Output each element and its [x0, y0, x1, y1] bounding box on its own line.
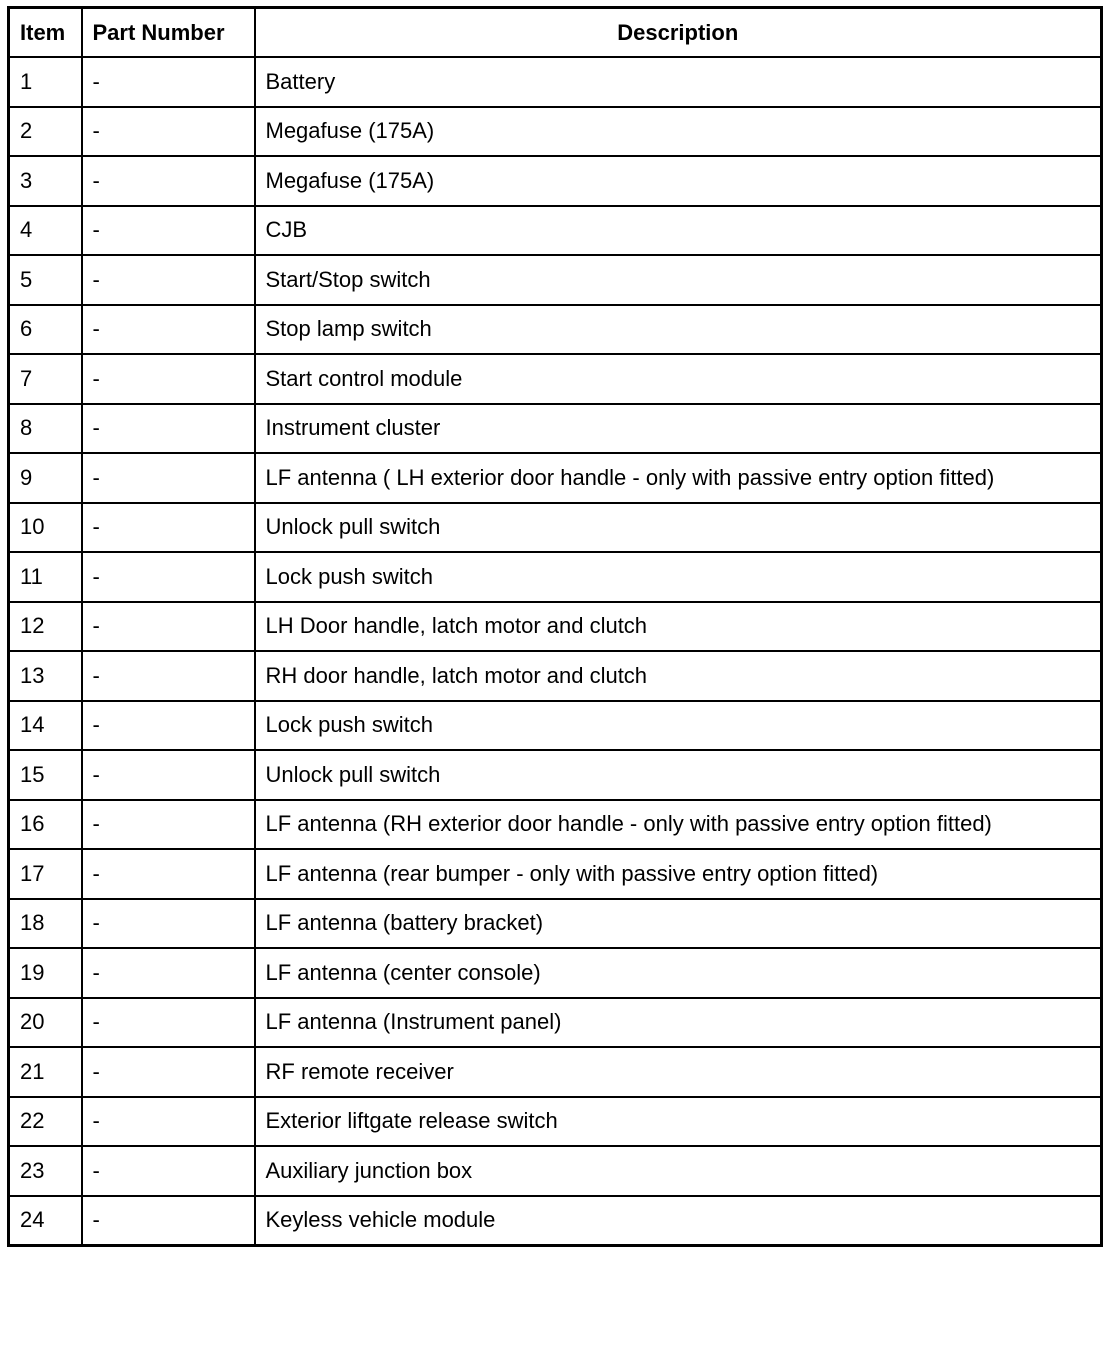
- cell-part-number: -: [82, 849, 255, 899]
- cell-description: LF antenna (RH exterior door handle - only with passive entry option fitted): [255, 800, 1102, 850]
- header-part-number: Part Number: [82, 8, 255, 58]
- cell-item: 3: [9, 156, 82, 206]
- cell-item: 23: [9, 1146, 82, 1196]
- cell-description: Start/Stop switch: [255, 255, 1102, 305]
- table-header: [9, 8, 1102, 58]
- cell-part-number: -: [82, 1196, 255, 1246]
- cell-item: 15: [9, 750, 82, 800]
- cell-part-number: -: [82, 1047, 255, 1097]
- cell-description: LF antenna (center console): [255, 948, 1102, 998]
- cell-description: Stop lamp switch: [255, 305, 1102, 355]
- table-row: [9, 602, 1102, 652]
- parts-table: [7, 6, 1103, 1247]
- cell-item: 20: [9, 998, 82, 1048]
- table-row: [9, 453, 1102, 503]
- table-row: [9, 404, 1102, 454]
- cell-part-number: -: [82, 206, 255, 256]
- cell-part-number: -: [82, 404, 255, 454]
- cell-description: Auxiliary junction box: [255, 1146, 1102, 1196]
- table-row: [9, 552, 1102, 602]
- table-row: [9, 800, 1102, 850]
- table-row: [9, 1097, 1102, 1147]
- cell-description: Unlock pull switch: [255, 750, 1102, 800]
- table-row: [9, 206, 1102, 256]
- cell-part-number: -: [82, 1097, 255, 1147]
- cell-item: 4: [9, 206, 82, 256]
- cell-description: Lock push switch: [255, 552, 1102, 602]
- cell-part-number: -: [82, 1146, 255, 1196]
- cell-description: CJB: [255, 206, 1102, 256]
- table-row: [9, 701, 1102, 751]
- cell-description: Megafuse (175A): [255, 107, 1102, 157]
- cell-item: 18: [9, 899, 82, 949]
- cell-item: 21: [9, 1047, 82, 1097]
- cell-part-number: -: [82, 305, 255, 355]
- cell-item: 13: [9, 651, 82, 701]
- cell-part-number: -: [82, 503, 255, 553]
- table-row: [9, 651, 1102, 701]
- table-body: [9, 57, 1102, 1245]
- table-row: [9, 503, 1102, 553]
- cell-item: 8: [9, 404, 82, 454]
- cell-part-number: -: [82, 255, 255, 305]
- table-row: [9, 255, 1102, 305]
- cell-description: LF antenna (rear bumper - only with passive entry option fitted): [255, 849, 1102, 899]
- cell-description: Unlock pull switch: [255, 503, 1102, 553]
- cell-item: 7: [9, 354, 82, 404]
- cell-description: RH door handle, latch motor and clutch: [255, 651, 1102, 701]
- cell-item: 24: [9, 1196, 82, 1246]
- cell-part-number: -: [82, 948, 255, 998]
- cell-description: Battery: [255, 57, 1102, 107]
- cell-description: LF antenna ( LH exterior door handle - only with passive entry option fitted): [255, 453, 1102, 503]
- cell-part-number: -: [82, 453, 255, 503]
- cell-part-number: -: [82, 701, 255, 751]
- cell-part-number: -: [82, 552, 255, 602]
- cell-description: LF antenna (Instrument panel): [255, 998, 1102, 1048]
- cell-part-number: -: [82, 899, 255, 949]
- table-row: [9, 1196, 1102, 1246]
- cell-description: Start control module: [255, 354, 1102, 404]
- cell-part-number: -: [82, 602, 255, 652]
- table-row: [9, 1146, 1102, 1196]
- cell-description: Megafuse (175A): [255, 156, 1102, 206]
- cell-item: 1: [9, 57, 82, 107]
- cell-item: 22: [9, 1097, 82, 1147]
- cell-part-number: -: [82, 156, 255, 206]
- cell-part-number: -: [82, 750, 255, 800]
- cell-item: 5: [9, 255, 82, 305]
- cell-description: LF antenna (battery bracket): [255, 899, 1102, 949]
- cell-item: 14: [9, 701, 82, 751]
- table-row: [9, 899, 1102, 949]
- cell-description: Instrument cluster: [255, 404, 1102, 454]
- header-item: Item: [9, 8, 82, 58]
- cell-item: 6: [9, 305, 82, 355]
- cell-part-number: -: [82, 57, 255, 107]
- table-row: [9, 849, 1102, 899]
- table-row: [9, 107, 1102, 157]
- table-row: [9, 156, 1102, 206]
- cell-description: RF remote receiver: [255, 1047, 1102, 1097]
- table-row: [9, 750, 1102, 800]
- cell-item: 2: [9, 107, 82, 157]
- cell-description: Exterior liftgate release switch: [255, 1097, 1102, 1147]
- cell-part-number: -: [82, 651, 255, 701]
- cell-part-number: -: [82, 800, 255, 850]
- table-row: [9, 1047, 1102, 1097]
- table-row: [9, 948, 1102, 998]
- table-row: [9, 305, 1102, 355]
- cell-item: 17: [9, 849, 82, 899]
- cell-description: Keyless vehicle module: [255, 1196, 1102, 1246]
- table-row: [9, 57, 1102, 107]
- cell-item: 12: [9, 602, 82, 652]
- cell-item: 16: [9, 800, 82, 850]
- header-description: Description: [255, 8, 1102, 58]
- cell-part-number: -: [82, 107, 255, 157]
- cell-description: Lock push switch: [255, 701, 1102, 751]
- header-row: [9, 8, 1102, 58]
- cell-item: 9: [9, 453, 82, 503]
- table-row: [9, 354, 1102, 404]
- cell-item: 19: [9, 948, 82, 998]
- cell-part-number: -: [82, 998, 255, 1048]
- cell-item: 11: [9, 552, 82, 602]
- table-row: [9, 998, 1102, 1048]
- cell-item: 10: [9, 503, 82, 553]
- cell-description: LH Door handle, latch motor and clutch: [255, 602, 1102, 652]
- cell-part-number: -: [82, 354, 255, 404]
